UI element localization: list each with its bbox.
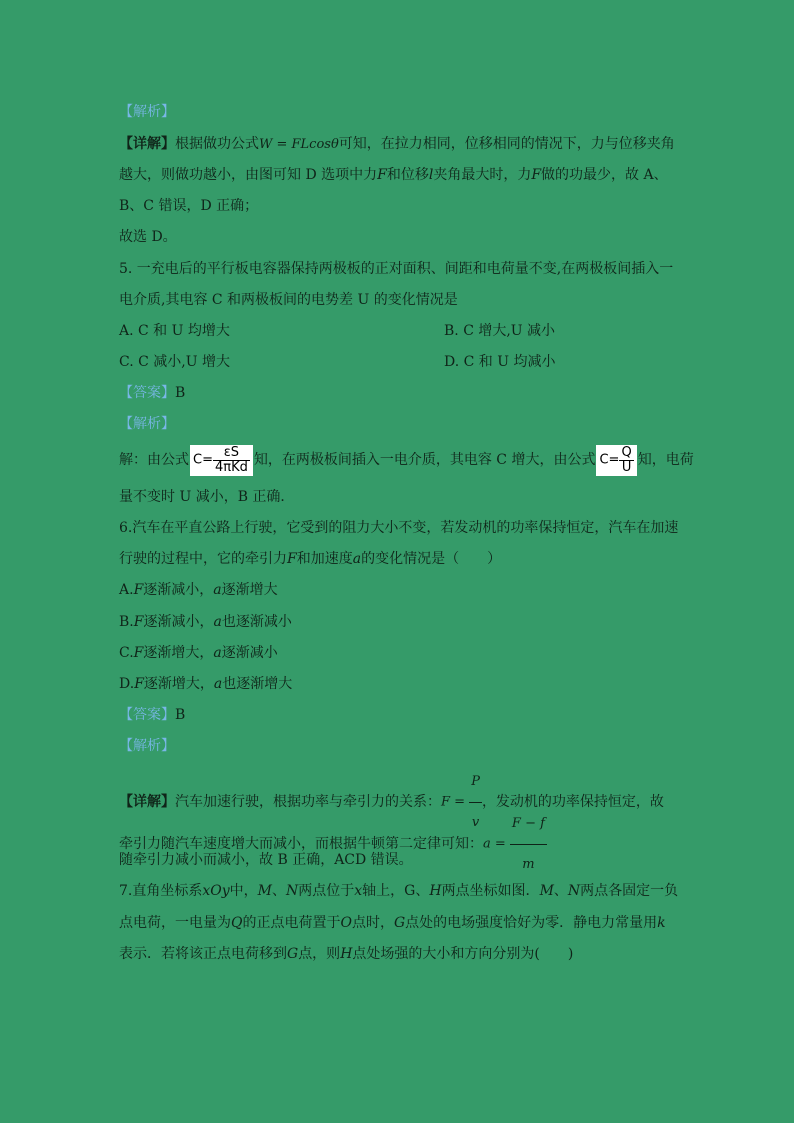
q6-option-c: C.F逐渐增大，a逐渐减小 <box>119 645 278 661</box>
q5-stem-line-1: 5. 一充电后的平行板电容器保持两极板的正对面积、间距和电荷量不变,在两极板间插入一 <box>119 261 674 277</box>
detail-tag: 【详解】 <box>119 136 175 152</box>
detail-tag: 【详解】 <box>119 794 175 810</box>
answer-tag: 【答案】 <box>119 707 175 723</box>
power-force-formula: F = $\frac{P}{v}$ <box>441 795 482 810</box>
q5-option-c: C. C 减小,U 增大 <box>119 354 230 370</box>
capacitance-definition-image: C= $\frac{Q}{U}$ <box>596 445 636 476</box>
work-formula: W = FLcosθ <box>259 137 339 152</box>
q5-solution-line-2: 量不变时 U 减小，B 正确． <box>119 489 295 505</box>
q5-answer: 【答案】B <box>119 385 186 401</box>
q7-stem-line-1: 7.直角坐标系xOy中，M、N两点位于x轴上，G、H两点坐标如图．M、N两点各固定一负 <box>119 883 679 899</box>
q4-detail-line-2: 越大，则做功越小，由图可知 D 选项中力F和位移l夹角最大时，力F做的功最少，故 A、 <box>119 167 668 183</box>
q6-detail-line-1: 【详解】汽车加速行驶，根据功率与牵引力的关系：F = $\frac{P}{v}$ ，发动机的功率保持恒定，故 <box>119 762 664 843</box>
analysis-tag: 【解析】 <box>119 738 175 754</box>
q4-detail-line-3: B、C 错误，D 正确； <box>119 198 259 214</box>
q6-option-a: A.F逐渐减小，a逐渐增大 <box>119 582 278 598</box>
answer-tag: 【答案】 <box>119 385 175 401</box>
capacitance-formula-image: C= $\frac{\varepsilon S}{\text{4πKd}}$ <box>190 445 253 476</box>
q4-conclusion: 故选 D。 <box>119 229 177 245</box>
q7-stem-line-3: 表示．若将该正点电荷移到G点，则H点处场强的大小和方向分别为( ) <box>119 946 574 962</box>
q6-detail-line-2: 牵引力随汽车速度增大而减小，而根据牛顿第二定律可知：a = $\frac{F - f}{m}$ <box>119 804 547 885</box>
q6-option-d: D.F逐渐增大，a也逐渐增大 <box>119 676 293 692</box>
analysis-tag: 【解析】 <box>119 416 175 432</box>
q6-detail-line-3: 随牵引力减小而减小，故 B 正确，ACD 错误。 <box>119 852 413 868</box>
q5-stem-line-2: 电介质,其电容 C 和两极板间的电势差 U 的变化情况是 <box>119 292 458 308</box>
q6-stem-line-2: 行驶的过程中，它的牵引力F和加速度a的变化情况是（ ） <box>119 551 502 567</box>
q5-option-d: D. C 和 U 均减小 <box>444 354 556 370</box>
q7-stem-line-2: 点电荷，一电量为Q的正点电荷置于O点时，G点处的电场强度恰好为零．静电力常量用k <box>119 915 666 931</box>
newton-second-law-formula: a = $\frac{F - f}{m}$ <box>483 837 547 852</box>
q5-solution-line-1: 解：由公式 C= $\frac{\varepsilon S}{\text{4πKd}}$ 知，在两极板间插入一电介质，其电容 C 增大，由公式 C= $\frac{Q}{U}$ 知，电荷 <box>119 444 694 475</box>
q4-detail-line-1: 【详解】根据做功公式W = FLcosθ可知，在拉力相同，位移相同的情况下，力与位移夹角 <box>119 136 675 152</box>
q5-option-b: B. C 增大,U 减小 <box>444 323 556 339</box>
analysis-tag: 【解析】 <box>119 104 175 120</box>
q6-option-b: B.F逐渐减小，a也逐渐减小 <box>119 614 292 630</box>
q5-option-a: A. C 和 U 均增大 <box>119 323 230 339</box>
q6-stem-line-1: 6.汽车在平直公路上行驶，它受到的阻力大小不变，若发动机的功率保持恒定，汽车在加速 <box>119 520 679 536</box>
q6-answer: 【答案】B <box>119 707 186 723</box>
